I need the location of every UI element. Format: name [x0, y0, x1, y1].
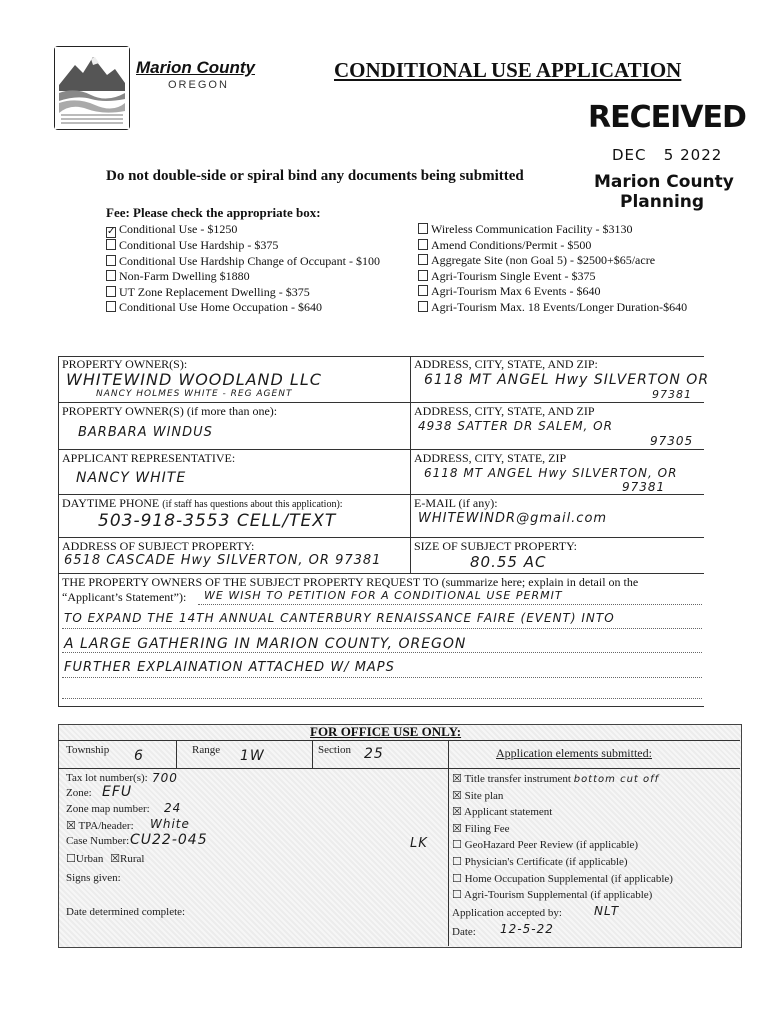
- fee-option[interactable]: Aggregate Site (non Goal 5) - $2500+$65/acre: [418, 253, 687, 269]
- received-date: DEC 5 2022: [612, 146, 723, 164]
- accepted-by-label: Application accepted by:: [452, 907, 562, 919]
- urban-label: Urban: [75, 853, 104, 865]
- date-label: Date:: [452, 926, 476, 938]
- email-field[interactable]: WHITEWINDR@gmail.com: [418, 511, 608, 526]
- size-field[interactable]: 80.55 AC: [470, 553, 547, 571]
- checkbox-checked-icon[interactable]: ☒: [110, 852, 120, 865]
- owner2-field[interactable]: BARBARA WINDUS: [78, 425, 213, 440]
- checkbox-checked-icon[interactable]: ☒: [452, 772, 462, 785]
- request-underline: [62, 652, 702, 653]
- checkbox-icon[interactable]: ☐: [66, 852, 76, 865]
- checkbox-icon[interactable]: ☐: [452, 838, 462, 852]
- phone-label: [62, 496, 343, 511]
- divider: [58, 573, 704, 574]
- checkbox-icon[interactable]: [418, 301, 428, 312]
- fee-option[interactable]: Conditional Use Home Occupation - $640: [106, 300, 380, 316]
- element-item[interactable]: ☐ Home Occupation Supplemental (if applicable): [452, 871, 673, 885]
- fee-option[interactable]: Agri-Tourism Max. 18 Events/Longer Duration-$640: [418, 300, 687, 316]
- divider: [176, 740, 177, 768]
- checkbox-icon[interactable]: [106, 301, 116, 312]
- representative-address-label: ADDRESS, CITY, STATE, ZIP: [414, 451, 567, 465]
- owner2-address-label: ADDRESS, CITY, STATE, AND ZIP: [414, 404, 595, 418]
- element-item[interactable]: ☒ Site plan: [452, 788, 504, 802]
- received-stamp: RECEIVED: [588, 100, 746, 135]
- zone-field[interactable]: EFU: [102, 784, 133, 800]
- date-complete-label: Date determined complete:: [66, 906, 186, 918]
- range-field[interactable]: 1W: [240, 748, 265, 764]
- owner2-label: PROPERTY OWNER(S) (if more than one):: [62, 404, 278, 418]
- request-underline: [62, 677, 702, 678]
- phone-label-text: DAYTIME PHONE: [62, 496, 160, 510]
- staff-initials: LK: [410, 836, 428, 851]
- element-item[interactable]: ☒ Applicant statement: [452, 805, 553, 819]
- page-title: CONDITIONAL USE APPLICATION: [334, 58, 682, 82]
- urban-rural-options: [66, 852, 144, 865]
- checkbox-icon[interactable]: [418, 285, 428, 296]
- township-label: Township: [66, 744, 110, 756]
- request-line-2[interactable]: TO EXPAND THE 14TH ANNUAL CANTERBURY RENAISSANCE FAIRE (EVENT) INTO: [64, 611, 615, 625]
- fee-options-right: [418, 222, 687, 315]
- owner-address-field[interactable]: 6118 MT ANGEL Hwy SILVERTON OR: [424, 372, 710, 388]
- checkbox-checked-icon[interactable]: ☒: [66, 819, 76, 832]
- checkbox-icon[interactable]: [106, 255, 116, 266]
- checkbox-icon[interactable]: [106, 286, 116, 297]
- owner-zip-field[interactable]: 97381: [652, 388, 692, 401]
- request-line-4[interactable]: FURTHER EXPLAINATION ATTACHED W/ MAPS: [64, 660, 395, 675]
- fee-option[interactable]: Non-Farm Dwelling $1880: [106, 269, 380, 285]
- tax-lot-field[interactable]: 700: [152, 771, 178, 785]
- owner-field[interactable]: WHITEWIND WOODLAND LLC: [66, 370, 322, 389]
- tax-lot-label: Tax lot number(s):: [66, 772, 148, 784]
- size-label: SIZE OF SUBJECT PROPERTY:: [414, 539, 577, 553]
- checkbox-checked-icon[interactable]: ✓: [107, 226, 116, 237]
- fee-option[interactable]: Agri-Tourism Single Event - $375: [418, 269, 687, 285]
- zone-map-label: Zone map number:: [66, 803, 150, 815]
- request-underline: [62, 698, 702, 699]
- element-item[interactable]: ☐ Physician's Certificate (if applicable): [452, 854, 628, 868]
- representative-label: APPLICANT REPRESENTATIVE:: [62, 451, 236, 465]
- element-item[interactable]: ☐ Agri-Tourism Supplemental (if applicable): [452, 888, 653, 902]
- divider: [448, 740, 449, 946]
- request-line-3[interactable]: A LARGE GATHERING IN MARION COUNTY, OREGON: [64, 636, 467, 652]
- request-line-1[interactable]: WE WISH TO PETITION FOR A CONDITIONAL USE PERMIT: [204, 589, 563, 602]
- element-item[interactable]: ☐ GeoHazard Peer Review (if applicable): [452, 838, 639, 852]
- fee-heading: Fee: Please check the appropriate box:: [106, 205, 321, 220]
- checkbox-icon[interactable]: ☐: [452, 871, 462, 885]
- mountain-landscape-icon: [55, 47, 129, 129]
- divider: [58, 402, 704, 403]
- divider: [58, 449, 704, 450]
- owner2-zip-field[interactable]: 97305: [650, 434, 694, 448]
- checkbox-icon[interactable]: [418, 254, 428, 265]
- stamp-department-line1: Marion County: [594, 172, 734, 192]
- tpa-label: ☒ TPA/header:: [66, 819, 134, 832]
- divider: [58, 706, 704, 707]
- divider: [58, 494, 704, 495]
- office-use-heading: FOR OFFICE USE ONLY:: [310, 724, 462, 739]
- range-label: Range: [192, 744, 221, 756]
- checkbox-icon[interactable]: [418, 239, 428, 250]
- phone-note: (if staff has questions about this application):: [162, 499, 343, 510]
- divider: [58, 768, 740, 769]
- fee-option[interactable]: Amend Conditions/Permit - $500: [418, 238, 687, 254]
- request-label: THE PROPERTY OWNERS OF THE SUBJECT PROPERTY REQUEST TO (summarize here; explain in detail on the: [62, 575, 639, 589]
- representative-address-field[interactable]: 6118 MT ANGEL Hwy SILVERTON, OR: [424, 466, 678, 480]
- subject-address-label: ADDRESS OF SUBJECT PROPERTY:: [62, 539, 255, 553]
- element-item[interactable]: ☒ Filing Fee: [452, 821, 510, 835]
- zone-map-field[interactable]: 24: [164, 801, 182, 815]
- checkbox-checked-icon[interactable]: ☒: [452, 788, 462, 802]
- fee-option[interactable]: Conditional Use Hardship - $375: [106, 238, 380, 254]
- divider: [410, 356, 411, 573]
- case-number-label: Case Number:: [66, 835, 130, 847]
- stamp-department-line2: Planning: [620, 192, 705, 212]
- checkbox-icon[interactable]: [106, 270, 116, 281]
- county-name: Marion County: [136, 58, 255, 77]
- phone-field[interactable]: 503-918-3553 CELL/TEXT: [98, 511, 337, 531]
- zone-label: Zone:: [66, 787, 92, 799]
- signs-given-label: Signs given:: [66, 872, 121, 884]
- rural-label: Rural: [120, 853, 145, 865]
- checkbox-icon[interactable]: ☐: [452, 854, 462, 868]
- fee-option[interactable]: Conditional Use Hardship Change of Occupant - $100: [106, 254, 380, 270]
- element-item[interactable]: ☒ Title transfer instrument bottom cut off: [452, 772, 660, 785]
- divider: [58, 537, 704, 538]
- fee-option[interactable]: Wireless Communication Facility - $3130: [418, 222, 687, 238]
- binding-notice: Do not double-side or spiral bind any documents being submitted: [106, 168, 524, 184]
- date-field[interactable]: 12-5-22: [500, 922, 554, 936]
- owner-address-label: ADDRESS, CITY, STATE, AND ZIP:: [414, 357, 598, 371]
- request-label-2: “Applicant’s Statement”):: [62, 590, 187, 604]
- email-label: E-MAIL (if any):: [414, 496, 498, 510]
- owner-agent-note: NANCY HOLMES WHITE - REG AGENT: [96, 389, 293, 399]
- state-label: OREGON: [168, 79, 229, 91]
- subject-address-field[interactable]: 6518 CASCADE Hwy SILVERTON, OR 97381: [64, 553, 382, 568]
- divider: [312, 740, 313, 768]
- checkbox-icon[interactable]: [418, 223, 428, 234]
- request-underline: [198, 604, 702, 605]
- request-underline: [62, 628, 702, 629]
- representative-zip-field[interactable]: 97381: [622, 480, 666, 494]
- fee-option[interactable]: UT Zone Replacement Dwelling - $375: [106, 285, 380, 301]
- elements-heading: Application elements submitted:: [496, 746, 652, 760]
- elements-list: [452, 771, 673, 904]
- representative-field[interactable]: NANCY WHITE: [76, 470, 187, 486]
- checkbox-icon[interactable]: ☐: [452, 888, 462, 902]
- divider: [58, 740, 740, 741]
- tpa-field[interactable]: White: [150, 817, 190, 831]
- fee-options-left: [106, 222, 380, 316]
- township-field[interactable]: 6: [134, 748, 144, 764]
- owner-label: PROPERTY OWNER(S):: [62, 357, 188, 371]
- owner2-address-field[interactable]: 4938 SATTER DR SALEM, OR: [418, 419, 613, 433]
- checkbox-checked-icon[interactable]: ☒: [452, 805, 462, 819]
- checkbox-icon[interactable]: [418, 270, 428, 281]
- fee-option[interactable]: Agri-Tourism Max 6 Events - $640: [418, 284, 687, 300]
- case-number-field[interactable]: CU22-045: [130, 832, 208, 848]
- section-label: Section: [318, 744, 351, 756]
- marion-county-logo: [54, 46, 130, 130]
- checkbox-icon[interactable]: [106, 239, 116, 250]
- accepted-by-field[interactable]: NLT: [594, 904, 620, 918]
- fee-option[interactable]: ✓ Conditional Use - $1250: [107, 222, 238, 237]
- divider: [58, 356, 59, 706]
- section-field[interactable]: 25: [364, 746, 384, 762]
- checkbox-checked-icon[interactable]: ☒: [452, 821, 462, 835]
